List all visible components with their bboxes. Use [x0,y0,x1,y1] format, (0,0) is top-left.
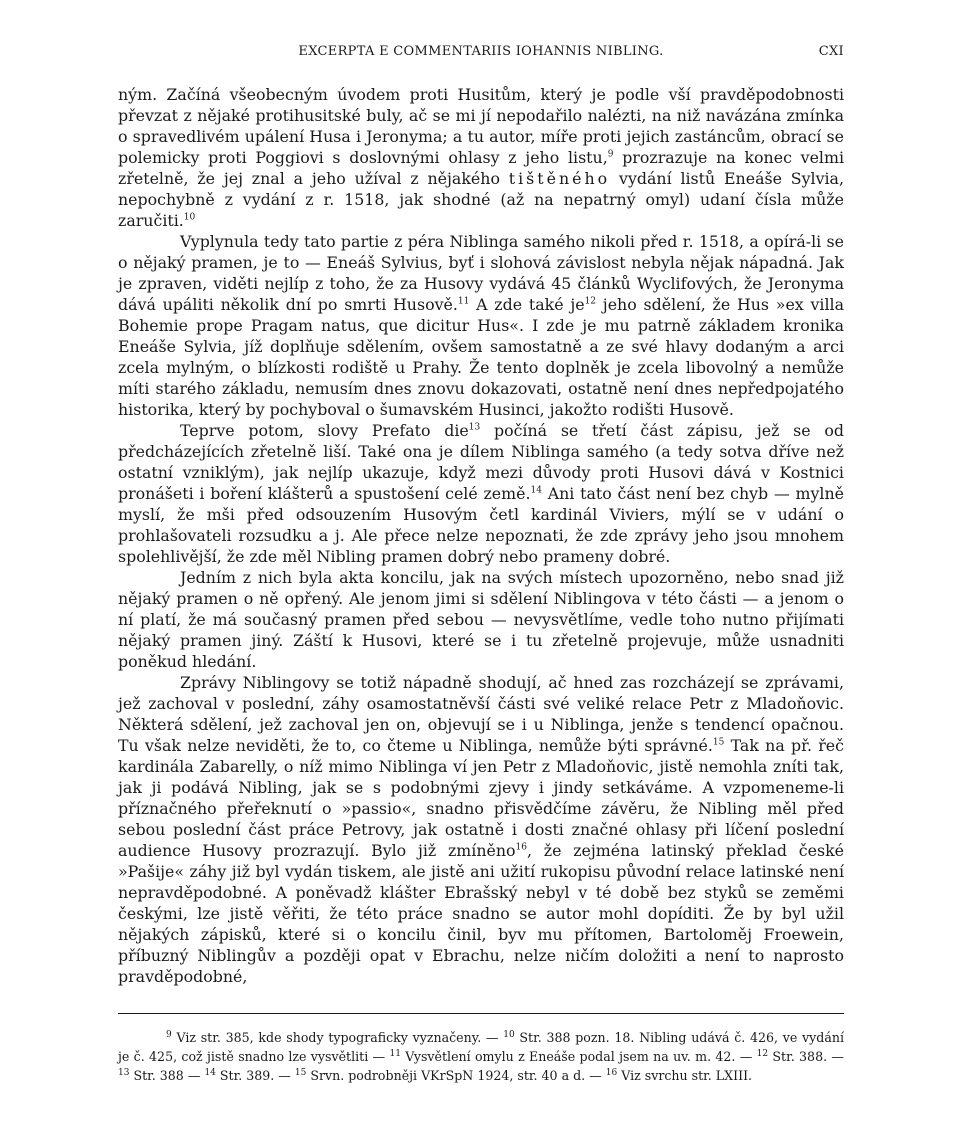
paragraph-2 [118,231,844,420]
footnote-text: Srvn. podrobněji VKrSpN 1924, str. 40 a d. — [306,1068,606,1083]
footnote-ref-10: 10 [183,212,196,223]
footnote-text: Viz str. 385, kde shody typograficky vyznačeny. — [171,1030,504,1045]
footnote-ref-9: 9 [607,149,614,160]
text-run: počíná se třetí část zápisu, jež se od předcházejících zřetelně liší. Také ona je dílem Niblinga samého (a tedy sotva dříve než ostatní vzniklým), jak nejlíp ukazuje, když mezi důvody proti Husovi dává v Kostnici pronášeti i boření klášterů a spustošení celé země. [118,421,844,503]
text-run: prozrazuje na konec velmi zřetelně, že jej znal a jeho užíval z nějakého [118,148,844,188]
page [118,44,844,1085]
text-run: vydání listů Eneáše Sylvia, nepochybně z vydání z r. 1518, jak shodné (až na nepatrný omyl) udaní čísla může zaručiti. [118,169,844,230]
footnote-marker: 13 [118,1067,130,1078]
text-run: Ani tato část není bez chyb — mylně myslí, že mši před odsouzením Husovým četl kardinál Viviers, mýlí se v udání o prohlašovateli rozsudku a j. Ale přece nelze nepoznati, že zde zprávy jeho jsou mnohem spolehlivější, že zde měl Nibling pramen dobrý nebo prameny dobré. [118,484,845,566]
paragraph-3 [118,420,844,567]
footnote-ref-11: 11 [457,296,470,307]
paragraph-4: Jedním z nich byla akta koncilu, jak na svých místech upozorněno, nebo snad již nějaký pramen o ně opřený. Ale jenom jimi si sdělení Niblingova v této části — a jenom o ní platí, že má současný pramen před sebou — nevysvětlíme, vedle toho nutno přijímati nějaký pramen jiný. Záští k Husovi, které se i tu zřetelně projevuje, může usnadniti poněkud hledání. [118,568,844,671]
footnote-marker: 9 [166,1029,172,1040]
main-text [118,84,844,987]
text-run: A zde také je [469,295,585,314]
text-run: Teprve potom, slovy Prefato die [180,421,469,440]
footnote-text: Viz svrchu str. LXIII. [617,1068,753,1083]
running-title: EXCERPTA E COMMENTARIIS IOHANNIS NIBLING. [298,44,664,59]
footnote-ref-14: 14 [530,485,542,496]
footnote-text: Str. 388 pozn. 18. Nibling udává č. 426, ve vydání je č. 425, což jistě snadno lze vysvětliti — [118,1030,845,1064]
footnote-marker: 10 [503,1029,515,1040]
footnote-ref-16: 16 [515,842,527,853]
running-header [118,44,844,66]
spaced-emphasis: tištěného [508,169,611,188]
footnote-marker: 11 [389,1048,401,1059]
footnote-marker: 12 [756,1048,769,1059]
footnote-ref-13: 13 [468,422,481,433]
footnote-ref-12: 12 [584,296,597,307]
footnote-text: Vysvětlení omylu z Eneáše podal jsem na uv. m. 42. — [400,1049,757,1064]
footnote-ref-15: 15 [712,737,725,748]
text-run: ným. Začíná všeobecným úvodem proti Husitům, který je podle vší pravděpodobnosti převzat z nějaké protihusitské buly, ač se mi jí nepodařilo nalézti, na niž navázána zmínka o spravedlivém upálení Husa i Jeronyma; a tu autor, míře proti jejich zastáncům, obrací se polemicky proti Poggiovi s doslovnými ohlasy z jeho listu, [118,85,844,167]
paragraph-5 [118,672,844,987]
footnote-text: Str. 389. — [215,1068,295,1083]
footnote-block [118,1028,844,1085]
footnote-text: Str. 388 — [129,1068,205,1083]
text-run: Tak na př. řeč kardinála Zabarelly, o níž mimo Niblinga ví jen Petr z Mladoňovic, jistě nemohla zníti tak, jak ji podává Nibling, jak se s podobnými zjevy i jindy setkáváme. A vzpomeneme-li příznačného přeřeknutí o »passio«, snadno přisvědčíme závěru, že Nibling měl před sebou poslední část práce Petrovy, jak ostatně i dosti značné ohlasy při líčení poslední audience Husovy prozrazují. Bylo již zmíněno [118,736,844,860]
footnote-marker: 16 [605,1067,618,1078]
paragraph-1 [118,84,844,231]
footnote-marker: 15 [294,1067,307,1078]
page-number: CXI [818,44,844,59]
footnotes [118,1028,844,1085]
footnote-divider [118,1013,844,1014]
footnote-text: Str. 388. — [768,1049,844,1064]
text-run: Vyplynula tedy tato partie z péra Niblinga samého nikoli před r. 1518, a opírá-li se o nějaký pramen, je to — Eneáš Sylvius, byť i slohová závislost nebyla nějak nápadná. Jak je zpraven, viděti nejlíp z toho, že za Husovy vydává 45 článků Wyclifových, že Jeronyma dává upáliti několik dní po smrti Husově. [118,232,844,314]
footnote-marker: 14 [204,1067,216,1078]
text-run: jeho sdělení, že Hus »ex villa Bohemie prope Pragam natus, que dicitur Hus«. I zde je mu patrně základem kronika Eneáše Sylvia, jíž doplňuje sdělením, ovšem samostatně a ze své hlavy dodaným a arci zcela mylným, o blízkosti rodiště u Prahy. Že tento doplněk je zcela libovolný a nemůže míti starého základu, nemusím dnes znovu dokazovati, ostatně není dnes nepředpojatého historika, který by pochyboval o šumavském Husinci, jakožto rodišti Husově. [118,295,844,419]
text-run: Zprávy Niblingovy se totiž nápadně shodují, ač hned zas rozcházejí se zprávami, jež zachoval v poslední, záhy osamostatněvší části své veliké relace Petr z Mladoňovic. Některá sdělení, jež zachoval jen on, objevují se i u Niblinga, jenže s tendencí opačnou. Tu však nelze neviděti, že to, co čteme u Niblinga, nemůže býti správné. [118,673,844,755]
text-run: , že zejména latinský překlad české »Pašije« záhy již byl vydán tiskem, ale jistě ani užití rukopisu původní relace latinské není nepravděpodobné. A poněvadž klášter Ebrašský nebyl v té době bez styků se zeměmi českými, lze jistě věřiti, že této práce snadno se autor mohl dopíditi. Že by byl užil nějakých zápisků, které si o koncilu činil, byv mu přítomen, Bartoloměj Froewein, příbuzný Niblingův a později opat v Ebrachu, nelze ničím doložiti a není to naprosto pravděpodobné, [118,841,844,986]
